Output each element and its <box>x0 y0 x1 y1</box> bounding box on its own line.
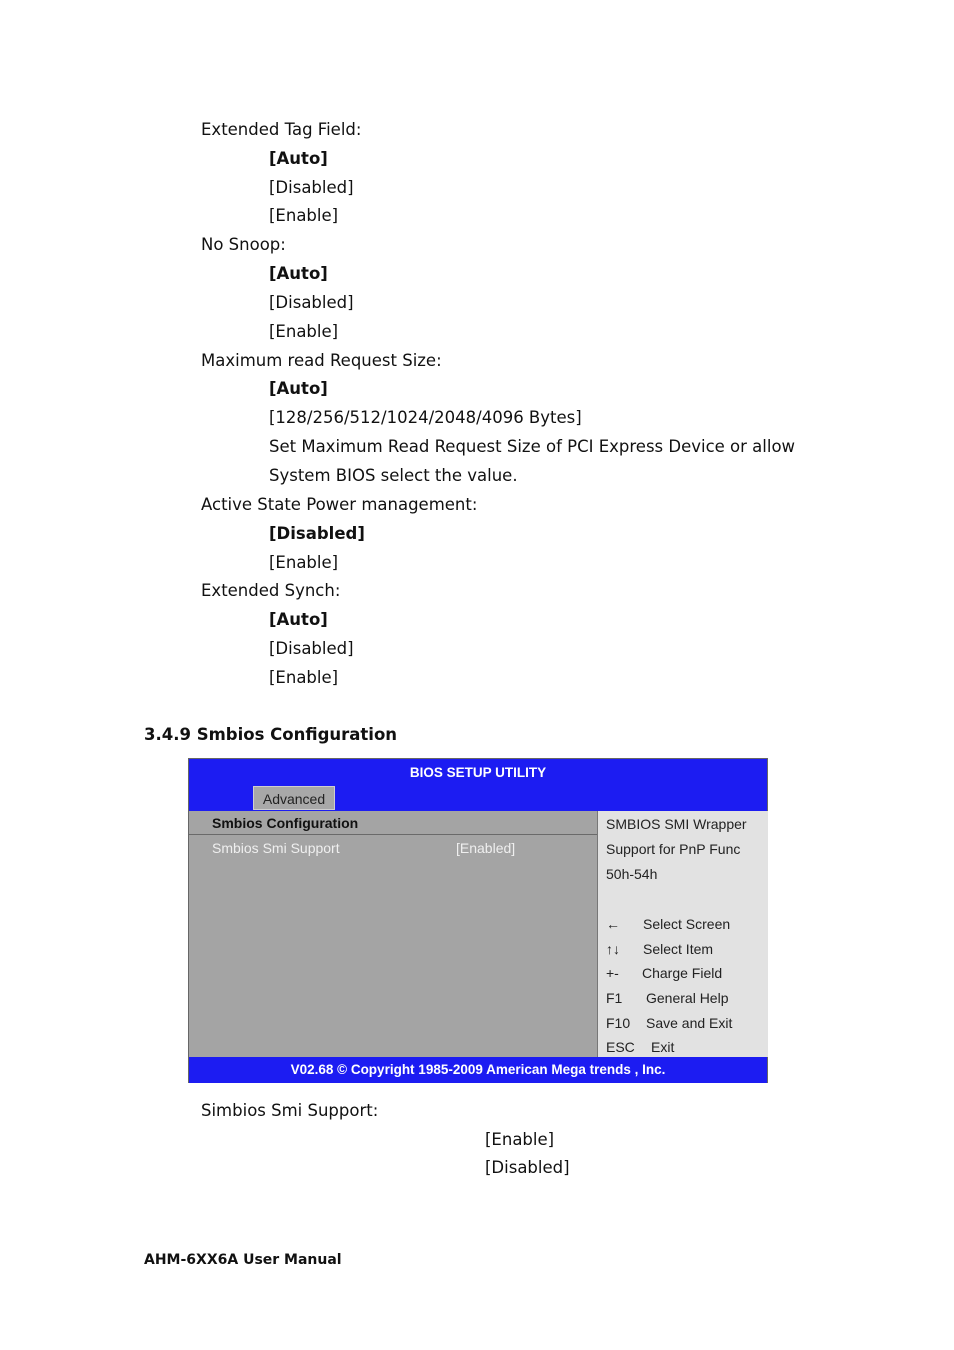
key-desc: Exit <box>651 1039 675 1055</box>
field-label-simbios-smi-support: Simbios Smi Support: <box>201 1101 379 1120</box>
bios-screenshot <box>188 758 768 1083</box>
option: [Disabled] <box>485 1158 570 1177</box>
bios-item-value[interactable]: [Enabled] <box>456 840 516 856</box>
key-esc: ESC <box>606 1039 635 1055</box>
field-label-max-read-request: Maximum read Request Size: <box>201 351 442 370</box>
section-title: 3.4.9 Smbios Configuration <box>144 725 398 744</box>
bios-copyright: V02.68 © Copyright 1985-2009 American Mega trends , Inc. <box>189 1057 767 1083</box>
option-default: [Auto] <box>269 149 328 168</box>
key-f10: F10 <box>606 1015 631 1031</box>
field-label-extended-synch: Extended Synch: <box>201 581 341 600</box>
field-description: System BIOS select the value. <box>269 466 518 485</box>
bios-title: BIOS SETUP UTILITY <box>409 765 547 780</box>
field-description: Set Maximum Read Request Size of PCI Express Device or allow <box>269 437 796 456</box>
option-default: [Auto] <box>269 379 328 398</box>
key-desc: Charge Field <box>642 965 723 981</box>
key-desc: General Help <box>646 990 729 1006</box>
option: [Disabled] <box>269 178 354 197</box>
help-text: Support for PnP Func <box>606 841 741 857</box>
up-down-arrow-icon: ↑↓ <box>606 941 620 957</box>
bios-panel-title <box>189 811 597 835</box>
bios-settings-panel <box>189 811 598 1057</box>
option-default: [Auto] <box>269 264 328 283</box>
field-label-aspm: Active State Power management: <box>201 495 478 514</box>
field-label-extended-tag: Extended Tag Field: <box>201 120 362 139</box>
key-plus-minus: +- <box>606 965 619 981</box>
key-desc: Save and Exit <box>646 1015 733 1031</box>
help-text: 50h-54h <box>606 866 658 882</box>
bios-header <box>189 759 767 811</box>
help-text: SMBIOS SMI Wrapper <box>606 816 747 832</box>
option: [Enable] <box>485 1130 555 1149</box>
field-label-no-snoop: No Snoop: <box>201 235 286 254</box>
option: [Disabled] <box>269 639 354 658</box>
option-default: [Disabled] <box>269 524 365 543</box>
option: [Enable] <box>269 668 339 687</box>
key-f1: F1 <box>606 990 623 1006</box>
key-desc: Select Screen <box>643 916 731 932</box>
key-desc: Select Item <box>643 941 714 957</box>
page-footer: AHM-6XX6A User Manual <box>144 1252 342 1268</box>
option-default: [Auto] <box>269 610 328 629</box>
option: [Disabled] <box>269 293 354 312</box>
bios-item-smbios-smi-support[interactable]: Smbios Smi Support <box>212 840 340 856</box>
option: [128/256/512/1024/2048/4096 Bytes] <box>269 408 582 427</box>
option: [Enable] <box>269 322 339 341</box>
tab-advanced[interactable]: Advanced <box>253 786 335 810</box>
left-arrow-icon: ← <box>606 916 620 932</box>
bios-help-panel <box>598 811 768 1057</box>
bios-panel-title-text: Smbios Configuration <box>212 815 359 831</box>
option: [Enable] <box>269 206 339 225</box>
option: [Enable] <box>269 553 339 572</box>
